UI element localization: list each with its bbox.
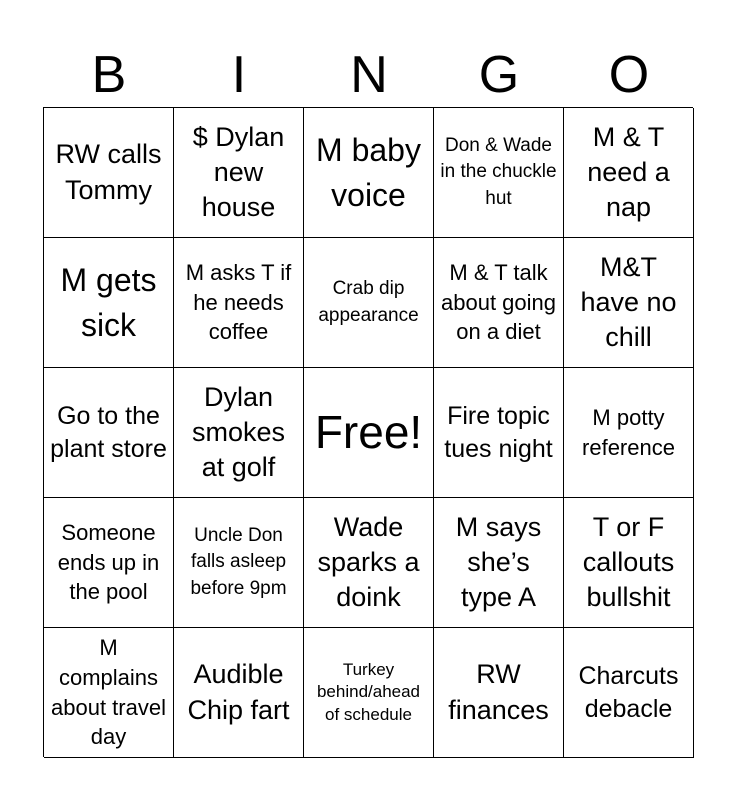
header-letter-i: I xyxy=(231,46,247,104)
bingo-cell[interactable] xyxy=(44,238,174,368)
cell-text: Wade sparks a doink xyxy=(317,511,420,613)
cell-text: M says she’s type A xyxy=(455,511,542,613)
bingo-cell[interactable] xyxy=(304,498,434,628)
bingo-cell[interactable] xyxy=(434,108,564,238)
cell-text: M complains about travel day xyxy=(51,635,166,750)
cell-text: Don & Wade in the chuckle hut xyxy=(440,134,557,209)
header-letter-b: B xyxy=(91,46,127,104)
cell-text: M&T have no chill xyxy=(580,251,677,353)
cell-text: Go to the plant store xyxy=(50,401,167,463)
cell-text: Turkey behind/ahead of schedule xyxy=(316,660,421,724)
cell-text: T or F callouts bullshit xyxy=(582,511,675,613)
bingo-card-grid xyxy=(43,107,693,757)
bingo-cell[interactable] xyxy=(564,238,694,368)
header-letter-o: O xyxy=(608,46,650,104)
bingo-cell[interactable] xyxy=(304,108,434,238)
bingo-cell[interactable] xyxy=(44,368,174,498)
cell-text: M asks T if he needs coffee xyxy=(185,259,292,345)
bingo-cell[interactable] xyxy=(564,368,694,498)
cell-text: M & T talk about going on a diet xyxy=(441,259,556,345)
bingo-cell[interactable] xyxy=(174,498,304,628)
header-letter-n: N xyxy=(350,46,388,104)
bingo-cell[interactable] xyxy=(304,238,434,368)
cell-text: RW calls Tommy xyxy=(55,139,162,205)
bingo-cell[interactable] xyxy=(44,628,174,758)
bingo-cell[interactable] xyxy=(434,498,564,628)
bingo-cell[interactable] xyxy=(44,108,174,238)
cell-text: M gets sick xyxy=(60,261,157,343)
bingo-cell[interactable] xyxy=(564,628,694,758)
cell-text: $ Dylan new house xyxy=(192,121,285,223)
bingo-cell[interactable] xyxy=(174,628,304,758)
cell-text: RW finances xyxy=(448,659,549,725)
bingo-cell[interactable] xyxy=(434,238,564,368)
bingo-cell[interactable] xyxy=(174,108,304,238)
bingo-cell[interactable] xyxy=(174,238,304,368)
bingo-cell[interactable] xyxy=(44,498,174,628)
free-space-cell[interactable] xyxy=(304,368,434,498)
cell-text: Dylan smokes at golf xyxy=(191,381,286,483)
cell-text: M baby voice xyxy=(316,131,421,213)
cell-text: Charcuts debacle xyxy=(578,661,679,723)
cell-text: Uncle Don falls asleep before 9pm xyxy=(190,524,287,599)
bingo-cell[interactable] xyxy=(174,368,304,498)
bingo-cell[interactable] xyxy=(304,628,434,758)
cell-text: Audible Chip fart xyxy=(187,659,290,725)
cell-text: Someone ends up in the pool xyxy=(57,519,160,605)
bingo-cell[interactable] xyxy=(564,498,694,628)
bingo-cell[interactable] xyxy=(434,368,564,498)
bingo-header xyxy=(44,44,694,106)
bingo-cell[interactable] xyxy=(564,108,694,238)
cell-text: M potty reference xyxy=(582,404,675,460)
bingo-cell[interactable] xyxy=(434,628,564,758)
cell-text: Crab dip appearance xyxy=(318,277,419,326)
cell-text: M & T need a nap xyxy=(587,121,670,223)
header-letter-g: G xyxy=(478,46,520,104)
cell-text: Fire topic tues night xyxy=(444,401,553,463)
free-space-text: Free! xyxy=(314,406,423,459)
